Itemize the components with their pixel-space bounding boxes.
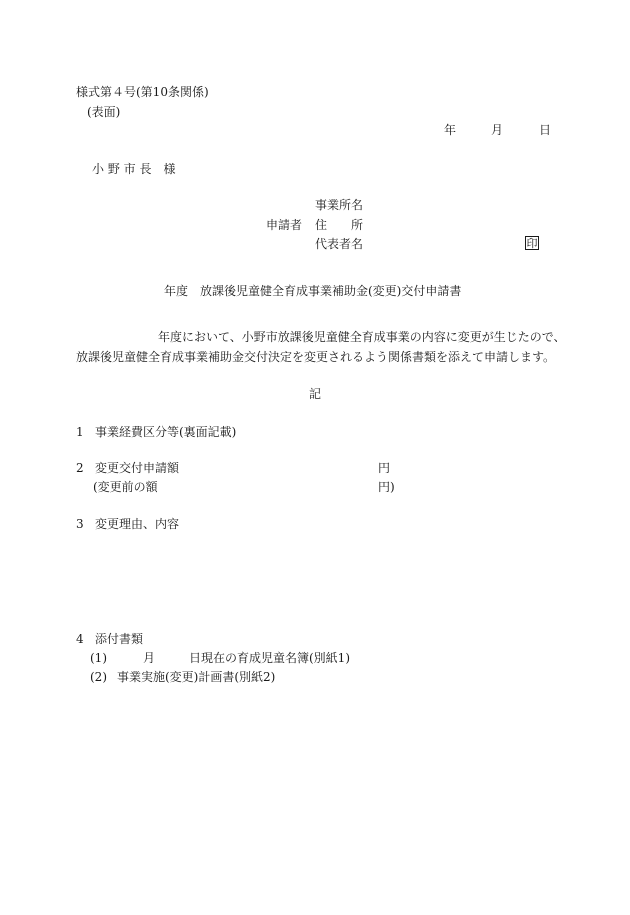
document-title: 年度 放課後児童健全育成事業補助金(変更)交付申請書 <box>164 284 462 298</box>
item-1-text: 事業経費区分等(裏面記載) <box>95 425 237 439</box>
attachment-1-text: 日現在の育成児童名簿(別紙1) <box>189 651 350 665</box>
side-label: (表面) <box>87 105 121 119</box>
attachment-1-month: 月 <box>143 651 156 665</box>
seal-mark: 印 <box>526 236 538 250</box>
item-4-text: 添付書類 <box>95 632 144 646</box>
applicant-label: 申請者 <box>266 218 303 232</box>
item-2-previous-yen: 円) <box>378 480 395 494</box>
attachment-2-number: (2) <box>90 670 107 684</box>
date-day: 日 <box>539 123 552 137</box>
body-text-line-2: 放課後児童健全育成事業補助金交付決定を変更されるよう関係書類を添えて申請します。 <box>76 350 556 364</box>
representative-label: 代表者名 <box>315 237 364 251</box>
item-1-number: 1 <box>76 425 84 439</box>
ki-heading: 記 <box>309 387 322 401</box>
item-3-text: 変更理由、内容 <box>95 517 180 531</box>
form-number: 様式第４号(第10条関係) <box>76 85 209 99</box>
body-text-line-1: 年度において、小野市放課後児童健全育成事業の内容に変更が生じたので、 <box>158 330 566 344</box>
date-month: 月 <box>491 123 504 137</box>
addressee: 小 野 市 長 様 <box>92 162 176 176</box>
item-2-yen: 円 <box>378 461 391 475</box>
item-2-previous-label: (変更前の額 <box>93 480 158 494</box>
office-name-label: 事業所名 <box>315 198 364 212</box>
item-2-number: 2 <box>76 461 84 475</box>
item-4-number: 4 <box>76 632 84 646</box>
attachment-1-number: (1) <box>90 651 107 665</box>
item-2-text: 変更交付申請額 <box>95 461 180 475</box>
item-3-number: 3 <box>76 517 84 531</box>
attachment-2-text: 事業実施(変更)計画書(別紙2) <box>117 670 276 684</box>
date-year: 年 <box>444 123 457 137</box>
address-label: 住 所 <box>315 218 364 232</box>
